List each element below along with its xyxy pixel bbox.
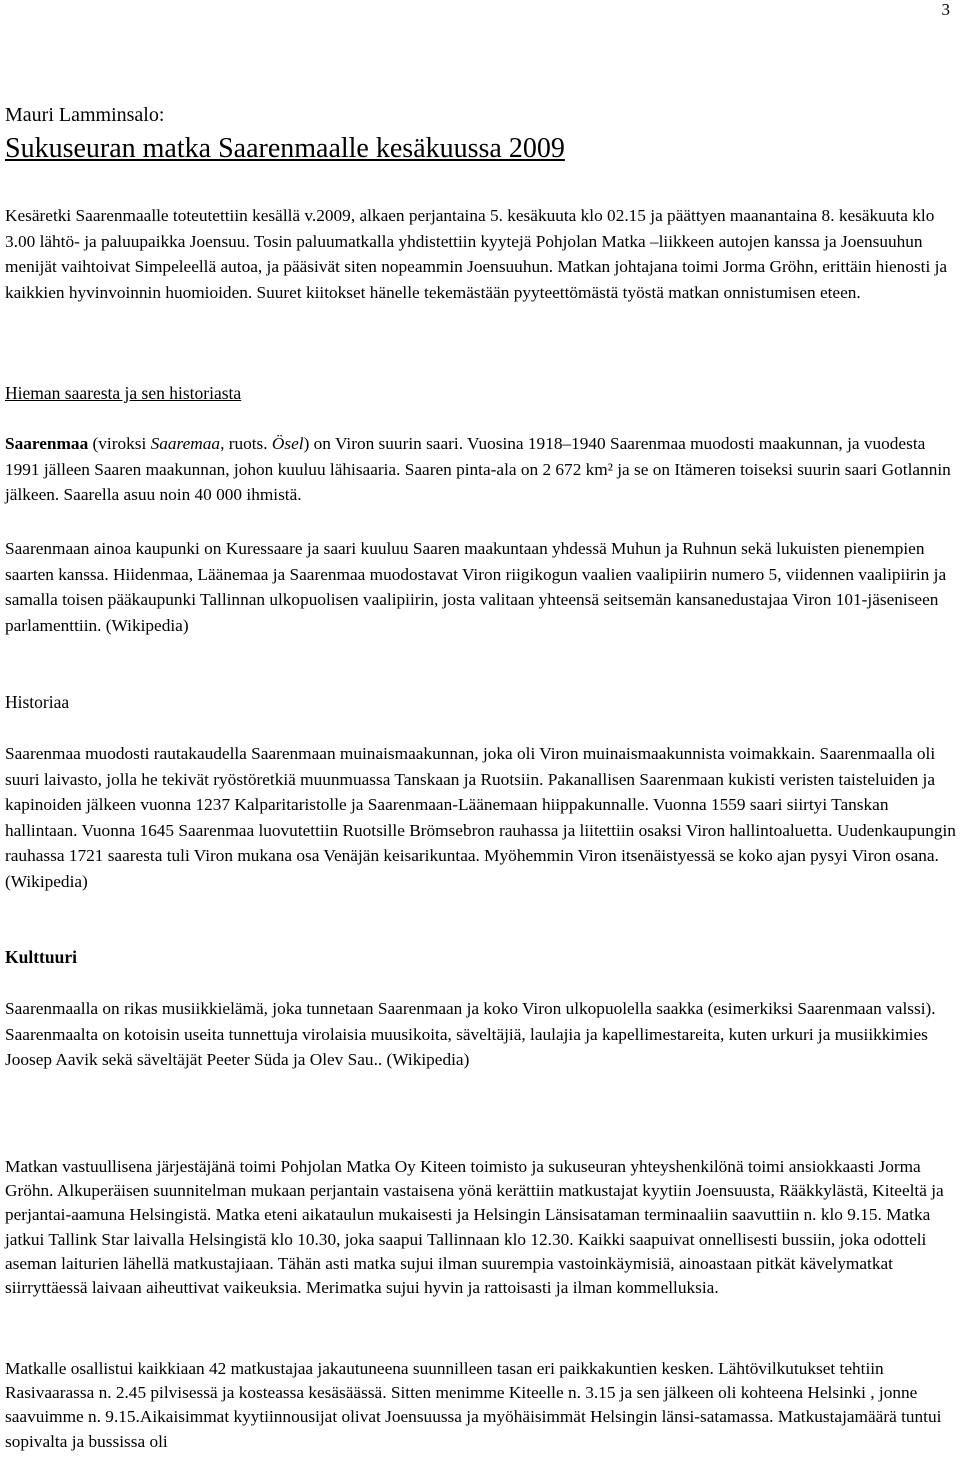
island-text-c: ) on Viron suurin saari. Vuosina 1918–1940 Saarenmaa muodosti maakunnan, ja vuodesta 1991 jälleen Saaren maakunnan, johon kuuluu lähisaaria. Saaren pinta-ala on 2 672 km² ja se on Itämeren toiseksi suurin saari Gotlannin jälkeen. Saarella asuu noin 40 000 ihmistä.: [5, 434, 951, 505]
page-number: 3: [941, 0, 950, 19]
article-title: Sukuseuran matka Saarenmaalle kesäkuussa 2009: [5, 133, 565, 164]
island-name-estonian: Saaremaa: [150, 434, 221, 453]
island-name-bold: Saarenmaa: [5, 434, 89, 453]
island-paragraph-1: [5, 431, 957, 508]
island-paragraph-2: Saarenmaan ainoa kaupunki on Kuressaare ja saari kuuluu Saaren maakuntaan yhdessä Muhun ja Ruhnun sekä lukuisten pienempien saarten kanssa. Hiidenmaa, Läänemaa ja Saarenmaa muodostavat Viron riigikogun vaalien vaalipiirin numero 5, viidennen vaalipiirin ja samalla toisen pääkaupunki Tallinnan ulkopuolisen vaalipiirin, josta valitaan yhteensä seitsemän kansanedustajaa Viron 101-jäseniseen parlamenttiin. (Wikipedia): [5, 539, 947, 635]
heading-island-history: Hieman saaresta ja sen historiasta: [5, 383, 242, 403]
history-paragraph: Saarenmaa muodosti rautakaudella Saarenmaan muinaismaakunnan, joka oli Viron muinaismaakunnista voimakkain. Saarenmaalla oli suuri laivasto, jolla he tekivät ryöstöretkiä muunmuassa Tanskaan ja Ruotsiin. Pakanallisen Saarenmaan kukisti veristen taisteluiden ja kapinoiden jälkeen vuonna 1237 Kalparitaristolle ja Saarenmaan-Läänemaan hiippakunnalle. Vuonna 1559 saari siirtyi Tanskan hallintaan. Vuonna 1645 Saarenmaa luovutettiin Ruotsille Brömsebron rauhassa ja liitettiin osaksi Viron hallintoaluetta. Uudenkaupungin rauhassa 1721 saaresta tuli Viron mukana osa Venäjän keisarikuntaa. Myöhemmin Viron itsenäistyessä se koko ajan pysyi Viron osana. (Wikipedia): [5, 744, 956, 891]
trip-paragraph-1: Matkan vastuullisena järjestäjänä toimi Pohjolan Matka Oy Kiteen toimisto ja sukuseuran yhteyshenkilönä toimi ansiokkaasti Jorma Gröhn. Alkuperäisen suunnitelman mukaan perjantain vastaisena yönä kerättiin matkustajat kyytiin Joensuusta, Rääkkylästä, Kiteeltä ja perjantai-aamuna Helsingistä. Matka eteni aikataulun mukaisesti ja Helsingin Länsisataman terminaaliin saavuttiin n. klo 9.15. Matka jatkui Tallink Star laivalla Helsingistä klo 10.30, joka saapui Tallinnaan klo 12.30. Kaikki saapuivat onnellisesti bussiin, joka odotteli aseman laiturien lähellä matkustajiaan. Tähän asti matka sujui ilman suurempia vastoinkäymisiä, ainoastaan pitkät kävelymatkat siirryttäessä laivaan aiheuttivat vaikeuksia. Merimatka sujui hyvin ja rattoisasti ja ilman kommelluksia.: [5, 1157, 944, 1298]
heading-history: Historiaa: [5, 692, 70, 712]
author-line: Mauri Lamminsalo:: [5, 104, 165, 126]
heading-culture: Kulttuuri: [5, 947, 77, 967]
island-name-swedish: Ösel: [271, 434, 304, 453]
intro-paragraph: Kesäretki Saarenmaalle toteutettiin kesällä v.2009, alkaen perjantaina 5. kesäkuuta klo 02.15 ja päättyen maanantaina 8. kesäkuuta klo 3.00 lähtö- ja paluupaikka Joensuu. Tosin paluumatkalla yhdistettiin kyytejä Pohjolan Matka –liikkeen autojen kanssa ja Joensuuhun menijät vaihtoivat Simpeleellä autoa, ja pääsivät siten nopeammin Joensuuhun. Matkan johtajana toimi Jorma Gröhn, erittäin hienosti ja kaikkien hyvinvoinnin huomioiden. Suuret kiitokset hänelle tekemästään pyyteettömästä työstä matkan onnistumisen eteen.: [5, 206, 948, 302]
island-text-a: (viroksi: [88, 434, 151, 453]
trip-paragraph-2: Matkalle osallistui kaikkiaan 42 matkustajaa jakautuneena suunnilleen tasan eri paikkakuntien kesken. Lähtövilkutukset tehtiin Rasivaarassa n. 2.45 pilvisessä ja kosteassa kesäsäässä. Sitten menimme Kiteelle n. 3.15 ja sen jälkeen oli kohteena Helsinki , jonne saavuimme n. 9.15.Aikaisimmat kyytiinnousijat olivat Joensuussa ja myöhäisimmät Helsingin länsi-satamassa. Matkustajamäärä tuntui sopivalta ja bussissa oli: [5, 1359, 942, 1451]
island-text-b: , ruots.: [220, 434, 272, 453]
culture-paragraph: Saarenmaalla on rikas musiikkielämä, joka tunnetaan Saarenmaan ja koko Viron ulkopuolella saakka (esimerkiksi Saarenmaan valssi). Saarenmaalta on kotoisin useita tunnettuja virolaisia muusikoita, säveltäjiä, laulajia ja kapellimestareita, kuten urkuri ja musiikkimies Joosep Aavik sekä säveltäjät Peeter Süda ja Olev Sau.. (Wikipedia): [5, 999, 936, 1070]
